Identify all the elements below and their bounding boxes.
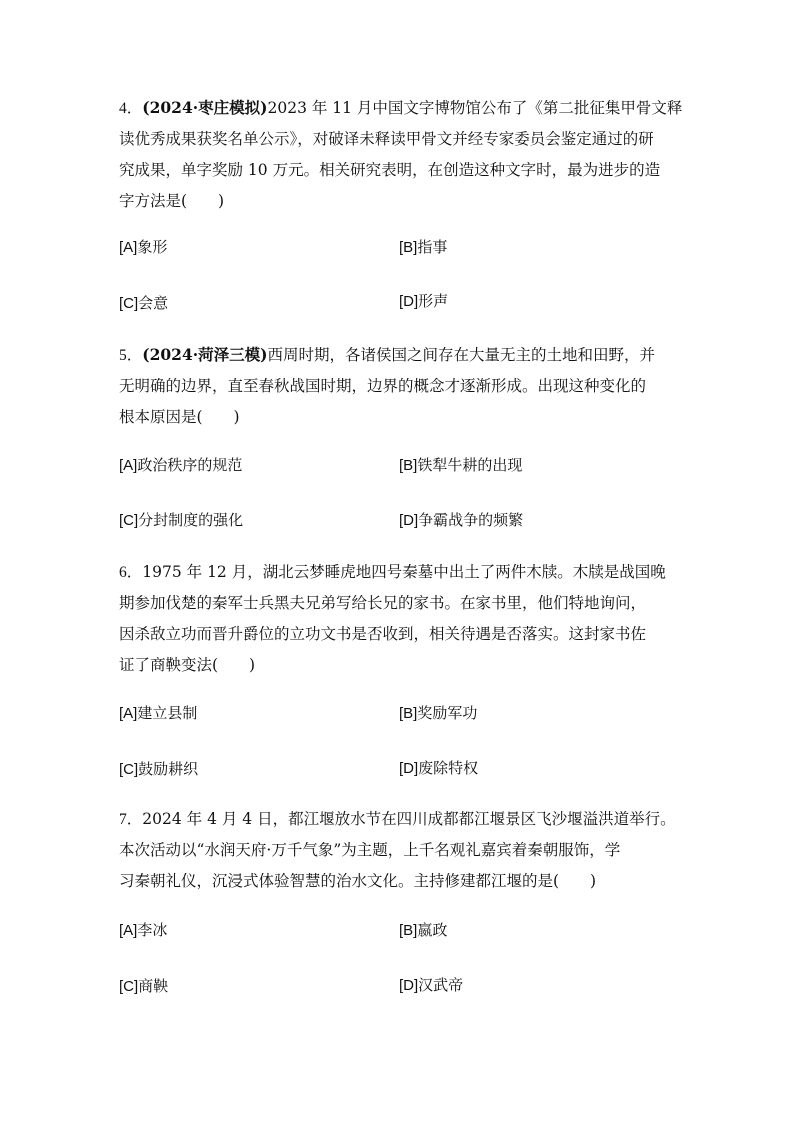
option-letter: [D] [399, 512, 419, 529]
option-letter: [A] [119, 239, 138, 256]
option-letter: [D] [399, 293, 419, 310]
option-letter: [C] [119, 512, 139, 529]
question-stem [119, 339, 694, 433]
question-source: (2024·菏泽三模) [142, 345, 268, 364]
option-text: 分封制度的强化 [138, 511, 244, 529]
option-text: 废除特权 [418, 759, 479, 777]
stem-line: 习秦朝礼仪，沉浸式体验智慧的治水文化。主持修建都江堰的是( ) [119, 872, 597, 890]
question-stem [119, 92, 694, 217]
option-a[interactable] [119, 237, 167, 258]
option-letter: [B] [399, 239, 418, 256]
option-text: 嬴政 [417, 921, 448, 939]
stem-line: 2023 年 11 月中国文字博物馆公布了《第二批征集甲骨文释 [267, 99, 683, 117]
stem-line: 究成果，单字奖励 10 万元。相关研究表明，在创造这种文字时，最为进步的造 [119, 161, 661, 179]
option-letter: [A] [119, 457, 138, 474]
option-text: 争霸战争的频繁 [418, 511, 524, 529]
stem-line: 读优秀成果获奖名单公示》，对破译未释读甲骨文并经专家委员会鉴定通过的研 [119, 130, 654, 148]
question-7 [119, 804, 694, 897]
option-text: 建立县制 [137, 704, 198, 722]
option-a[interactable] [119, 920, 167, 941]
option-letter: [A] [119, 922, 138, 939]
question-number: 6． [119, 564, 143, 581]
option-text: 形声 [418, 292, 449, 310]
stem-line: 因杀敌立功而晋升爵位的立功文书是否收到，相关待遇是否落实。这封家书佐 [119, 625, 647, 643]
question-number: 4． [119, 100, 143, 117]
stem-line: 1975 年 12 月，湖北云梦睡虎地四号秦墓中出土了两件木牍。木牍是战国晚 [142, 563, 666, 581]
option-d[interactable] [399, 758, 478, 779]
option-text: 李冰 [137, 921, 168, 939]
option-text: 指事 [417, 238, 448, 256]
option-text: 汉武帝 [418, 976, 464, 994]
option-text: 象形 [137, 238, 168, 256]
option-text: 政治秩序的规范 [137, 456, 243, 474]
stem-line: 证了商鞅变法( ) [119, 656, 256, 674]
option-a[interactable] [119, 703, 197, 724]
option-text: 铁犁牛耕的出现 [417, 456, 523, 474]
option-letter: [C] [119, 295, 139, 312]
stem-line: 期参加伐楚的秦军士兵黑夫兄弟写给长兄的家书。在家书里，他们特地询问， [119, 594, 647, 612]
option-letter: [B] [399, 705, 418, 722]
option-letter: [D] [399, 977, 419, 994]
option-text: 奖励军功 [417, 704, 478, 722]
option-c[interactable] [119, 510, 243, 531]
option-d[interactable] [399, 975, 463, 996]
stem-line: 西周时期，各诸侯国之间存在大量无主的土地和田野，并 [267, 346, 655, 364]
question-5 [119, 339, 694, 433]
question-source: (2024·枣庄模拟) [142, 98, 268, 117]
option-letter: [D] [399, 760, 419, 777]
question-number: 7． [119, 811, 143, 828]
option-d[interactable] [399, 291, 448, 312]
option-a[interactable] [119, 455, 242, 476]
question-stem [119, 557, 694, 681]
option-b[interactable] [399, 237, 447, 258]
question-4 [119, 92, 694, 217]
option-c[interactable] [119, 293, 168, 314]
option-letter: [B] [399, 457, 418, 474]
option-b[interactable] [399, 920, 447, 941]
option-text: 商鞅 [138, 977, 169, 995]
option-letter: [C] [119, 978, 139, 995]
option-letter: [B] [399, 922, 418, 939]
option-b[interactable] [399, 455, 522, 476]
stem-line: 2024 年 4 月 4 日，都江堰放水节在四川成都都江堰景区飞沙堰溢洪道举行。 [142, 810, 676, 828]
stem-line: 字方法是( ) [119, 192, 225, 210]
option-d[interactable] [399, 510, 523, 531]
option-text: 鼓励耕织 [138, 760, 199, 778]
option-c[interactable] [119, 976, 168, 997]
stem-line: 本次活动以“水润天府·万千气象”为主题，上千名观礼嘉宾着秦朝服饰，学 [119, 841, 621, 859]
option-letter: [C] [119, 761, 139, 778]
option-b[interactable] [399, 703, 477, 724]
question-stem [119, 804, 694, 897]
stem-line: 根本原因是( ) [119, 408, 240, 426]
question-6 [119, 557, 694, 681]
question-number: 5． [119, 347, 143, 364]
option-text: 会意 [138, 294, 169, 312]
option-c[interactable] [119, 759, 198, 780]
stem-line: 无明确的边界，直至春秋战国时期，边界的概念才逐渐形成。出现这种变化的 [119, 377, 647, 395]
option-letter: [A] [119, 705, 138, 722]
